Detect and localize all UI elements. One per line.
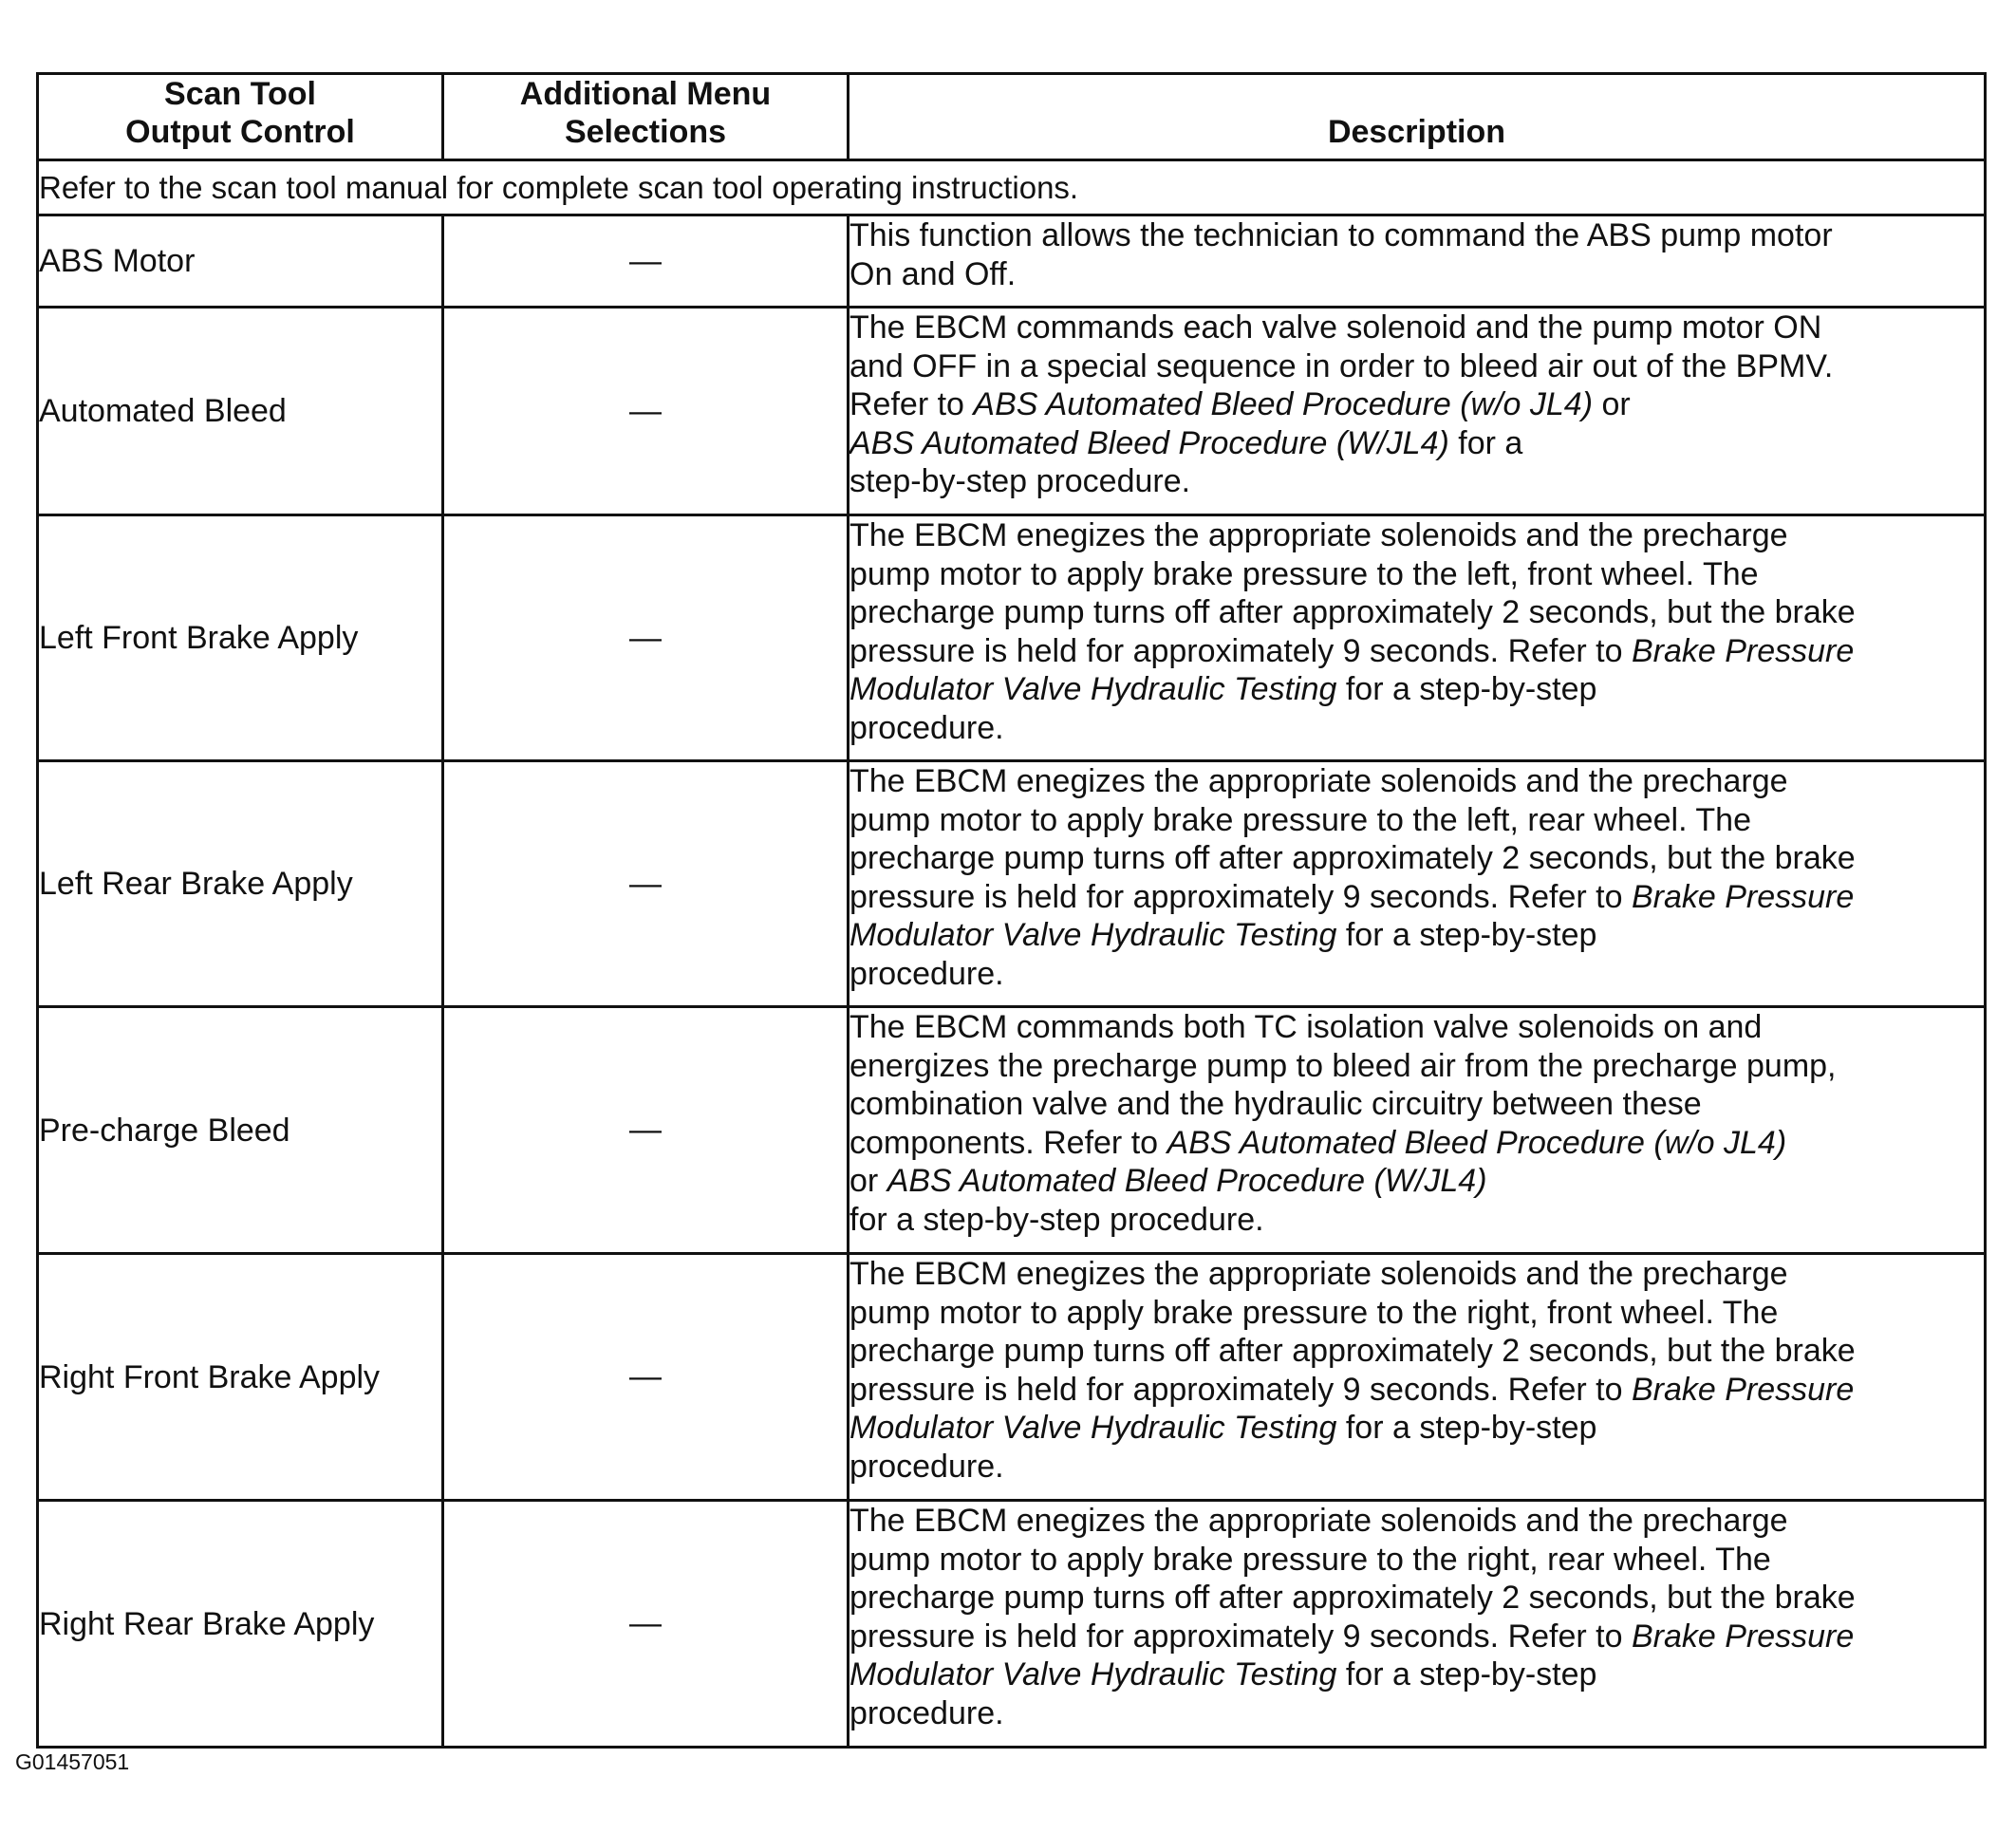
menu-selection-cell: — <box>443 1007 849 1254</box>
description-line <box>849 1255 1984 1294</box>
procedure-reference: ABS Automated Bleed Procedure (w/o JL4) <box>1167 1124 1787 1161</box>
description-text: for a step-by-step <box>1336 1410 1597 1446</box>
description-text: On and Off. <box>849 255 1017 292</box>
description-text: pressure is held for approximately 9 seconds. Refer to <box>849 1371 1632 1408</box>
menu-selection-cell: — <box>443 1254 849 1501</box>
description-text: for a <box>1448 424 1523 461</box>
description-text: for a step-by-step <box>1336 1656 1597 1693</box>
procedure-reference: Brake Pressure <box>1631 878 1855 915</box>
procedure-reference: Brake Pressure <box>1631 632 1855 669</box>
description-line <box>849 255 1984 294</box>
description-line <box>849 309 1984 347</box>
table-row <box>38 761 1986 1007</box>
table-row <box>38 1254 1986 1501</box>
description-line <box>849 1579 1984 1618</box>
description-line <box>849 424 1984 463</box>
description-text: for a step-by-step <box>1336 671 1597 707</box>
description-line <box>849 762 1984 801</box>
description-line <box>849 709 1984 748</box>
header-line: Selections <box>564 114 727 150</box>
description-line <box>849 1694 1984 1733</box>
output-control-name: Left Front Brake Apply <box>38 515 443 761</box>
description-line <box>849 632 1984 671</box>
output-control-name: Pre-charge Bleed <box>38 1007 443 1254</box>
description-line <box>849 462 1984 501</box>
description-text: The EBCM enegizes the appropriate solenoids and the precharge <box>849 763 1788 799</box>
description-text: pressure is held for approximately 9 seconds. Refer to <box>849 632 1632 669</box>
description-text: pump motor to apply brake pressure to the right, front wheel. The <box>849 1294 1779 1331</box>
description-line <box>849 385 1984 424</box>
description-line <box>849 1008 1984 1047</box>
output-control-name: Right Rear Brake Apply <box>38 1501 443 1748</box>
note-text: Refer to the scan tool manual for complete scan tool operating instructions. <box>38 160 1986 215</box>
description-text: for a step-by-step procedure. <box>849 1201 1264 1238</box>
procedure-reference: ABS Automated Bleed Procedure (w/o JL4) <box>973 386 1594 422</box>
header-line: Scan Tool <box>164 76 316 112</box>
description-text: precharge pump turns off after approximately 2 seconds, but the brake <box>849 1333 1856 1369</box>
description-line <box>849 1047 1984 1086</box>
description-line <box>849 1409 1984 1448</box>
header-line: Additional Menu <box>519 76 772 112</box>
menu-selection-cell: — <box>443 215 849 308</box>
output-control-name: Automated Bleed <box>38 308 443 515</box>
menu-selection-cell: — <box>443 761 849 1007</box>
description-line <box>849 1085 1984 1124</box>
description-text: The EBCM commands both TC isolation valve solenoids on and <box>849 1009 1763 1045</box>
description-line <box>849 555 1984 594</box>
output-control-name: ABS Motor <box>38 215 443 308</box>
description-cell <box>849 1007 1986 1254</box>
description-text: The EBCM commands each valve solenoid and the pump motor ON <box>849 309 1822 346</box>
note-row <box>38 160 1986 215</box>
description-cell <box>849 761 1986 1007</box>
description-text: precharge pump turns off after approximately 2 seconds, but the brake <box>849 840 1856 876</box>
description-text: Refer to <box>849 386 974 422</box>
description-text: pressure is held for approximately 9 seconds. Refer to <box>849 1618 1632 1655</box>
description-text: combination valve and the hydraulic circuitry between these <box>849 1086 1702 1122</box>
output-control-name: Right Front Brake Apply <box>38 1254 443 1501</box>
description-text: energizes the precharge pump to bleed air from the precharge pump, <box>849 1047 1837 1084</box>
menu-selection-cell: — <box>443 308 849 515</box>
description-text: or <box>1593 386 1631 422</box>
table-row <box>38 1501 1986 1748</box>
description-text: procedure. <box>849 1448 1004 1485</box>
description-line <box>849 1201 1984 1240</box>
table-row <box>38 308 1986 515</box>
description-cell <box>849 1254 1986 1501</box>
procedure-reference: ABS Automated Bleed Procedure (W/JL4) <box>849 424 1449 461</box>
header-output-control <box>38 74 443 160</box>
description-line <box>849 878 1984 917</box>
description-text: and OFF in a special sequence in order to bleed air out of the BPMV. <box>849 347 1834 384</box>
description-text: The EBCM enegizes the appropriate solenoids and the precharge <box>849 1503 1788 1539</box>
menu-selection-cell: — <box>443 1501 849 1748</box>
procedure-reference: Modulator Valve Hydraulic Testing <box>849 917 1337 953</box>
description-text: for a step-by-step <box>1336 917 1597 953</box>
description-line <box>849 516 1984 555</box>
table-row <box>38 1007 1986 1254</box>
description-text: procedure. <box>849 709 1004 746</box>
procedure-reference: Modulator Valve Hydraulic Testing <box>849 1656 1337 1693</box>
table-row <box>38 215 1986 308</box>
description-text: The EBCM enegizes the appropriate solenoids and the precharge <box>849 1256 1788 1292</box>
description-cell <box>849 1501 1986 1748</box>
description-line <box>849 1618 1984 1656</box>
table-row <box>38 515 1986 761</box>
figure-id: G01457051 <box>15 1749 130 1774</box>
output-control-table <box>36 72 1987 1749</box>
description-line <box>849 955 1984 994</box>
description-text: This function allows the technician to command the ABS pump motor <box>849 217 1833 253</box>
description-line <box>849 916 1984 955</box>
header-menu-selections <box>443 74 849 160</box>
description-line <box>849 1655 1984 1694</box>
description-text: procedure. <box>849 955 1004 992</box>
description-text: pump motor to apply brake pressure to the right, rear wheel. The <box>849 1541 1771 1578</box>
procedure-reference: Modulator Valve Hydraulic Testing <box>849 671 1337 707</box>
description-line <box>849 1294 1984 1333</box>
description-line <box>849 670 1984 709</box>
description-line <box>849 1541 1984 1580</box>
description-text: pressure is held for approximately 9 seconds. Refer to <box>849 878 1632 915</box>
procedure-reference: Brake Pressure <box>1631 1371 1855 1408</box>
description-line <box>849 1502 1984 1541</box>
description-line <box>849 801 1984 840</box>
description-text: procedure. <box>849 1694 1004 1731</box>
header-line: Description <box>1327 114 1506 150</box>
description-text: step-by-step procedure. <box>849 463 1191 499</box>
description-text: or <box>849 1163 887 1199</box>
description-line <box>849 839 1984 878</box>
output-control-name: Left Rear Brake Apply <box>38 761 443 1007</box>
description-text: precharge pump turns off after approximately 2 seconds, but the brake <box>849 1580 1856 1616</box>
procedure-reference: Modulator Valve Hydraulic Testing <box>849 1410 1337 1446</box>
header-description <box>849 74 1986 160</box>
header-line: Output Control <box>125 114 355 150</box>
table-header-row <box>38 74 1986 160</box>
description-text: components. Refer to <box>849 1124 1167 1161</box>
description-line <box>849 1124 1984 1163</box>
procedure-reference: Brake Pressure <box>1631 1618 1855 1655</box>
description-line <box>849 216 1984 255</box>
description-text: pump motor to apply brake pressure to the left, rear wheel. The <box>849 801 1751 838</box>
description-line <box>849 1332 1984 1371</box>
description-text: pump motor to apply brake pressure to the left, front wheel. The <box>849 555 1759 592</box>
description-line <box>849 1371 1984 1410</box>
description-cell <box>849 308 1986 515</box>
description-line <box>849 1162 1984 1201</box>
menu-selection-cell: — <box>443 515 849 761</box>
procedure-reference: ABS Automated Bleed Procedure (W/JL4) <box>887 1163 1487 1199</box>
description-text: precharge pump turns off after approximately 2 seconds, but the brake <box>849 594 1856 630</box>
description-line <box>849 1448 1984 1487</box>
description-cell <box>849 515 1986 761</box>
description-line <box>849 347 1984 386</box>
description-line <box>849 593 1984 632</box>
description-text: The EBCM enegizes the appropriate solenoids and the precharge <box>849 517 1788 553</box>
description-cell <box>849 215 1986 308</box>
